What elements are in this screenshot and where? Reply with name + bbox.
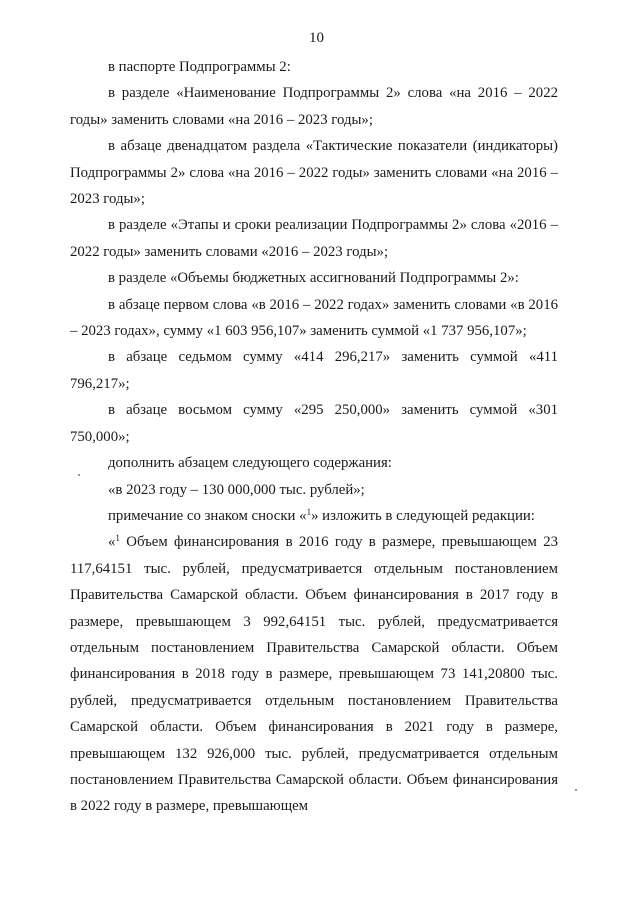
paragraph-seventh-clause: в абзаце седьмом сумму «414 296,217» заменить суммой «411 796,217»; — [70, 349, 558, 392]
footnote-quote-body: Объем финансирования в 2016 году в размере, превышающем 23 117,64151 тыс. рублей, предусматривается отдельным постановлением Правительства Самарской области. Объем финансирования в 2017 году в размере, превышающем 3 992,64151 тыс. рублей, предусматривается отдельным постановлением Правительства Самарской области. Объем финансирования в 2018 году в размере, превышающем 73 141,20800 тыс. рублей, предусматривается отдельным постановлением Правительства Самарской области. Объем финансирования в 2021 году в размере, превышающем 132 926,000 тыс. рублей, предусматривается отдельным постановлением Правительства Самарской области. Объем финансирования в 2022 году в размере, превышающем — [70, 534, 558, 815]
paragraph-passport-heading: в паспорте Подпрограммы 2: — [108, 59, 291, 75]
paragraph-footnote-text — [70, 529, 558, 819]
document-body — [70, 54, 558, 820]
paragraph-eighth-clause: в абзаце восьмом сумму «295 250,000» заменить суммой «301 750,000»; — [70, 402, 558, 445]
scan-speck — [575, 789, 577, 791]
paragraph-stages-terms: в разделе «Этапы и сроки реализации Подпрограммы 2» слова «2016 – 2022 годы» заменить словами «2016 – 2023 годы»; — [70, 217, 558, 260]
footnote-quote-open: « — [108, 534, 116, 551]
paragraph-add-clause: дополнить абзацем следующего содержания: — [108, 455, 392, 472]
paragraph-section-name: в разделе «Наименование Подпрограммы 2» слова «на 2016 – 2022 годы» заменить словами «на 2016 – 2023 годы»; — [70, 85, 558, 128]
paragraph-budget-section: в разделе «Объемы бюджетных ассигнований Подпрограммы 2»: — [108, 270, 519, 287]
paragraph-footnote-note — [70, 503, 558, 529]
scan-speck — [78, 474, 80, 476]
footnote-sign: 1 — [306, 506, 312, 517]
footnote-note-after: » изложить в следующей редакции: — [311, 507, 535, 524]
paragraph-2023-amount: «в 2023 году – 130 000,000 тыс. рублей»; — [108, 481, 365, 498]
paragraph-first-clause: в абзаце первом слова «в 2016 – 2022 годах» заменить словами «в 2016 – 2023 годах», сумму «1 603 956,107» заменить суммой «1 737 956,107»; — [70, 296, 558, 340]
footnote-quote-sign: 1 — [115, 533, 120, 544]
paragraph-tactical-indicators: в абзаце двенадцатом раздела «Тактические показатели (индикаторы) Подпрограммы 2» слова «на 2016 – 2022 годы» заменить словами «на 2016 – 2023 годы»; — [70, 138, 558, 208]
page-number: 10 — [309, 30, 324, 46]
footnote-note-before: примечание со знаком сноски « — [108, 507, 307, 524]
